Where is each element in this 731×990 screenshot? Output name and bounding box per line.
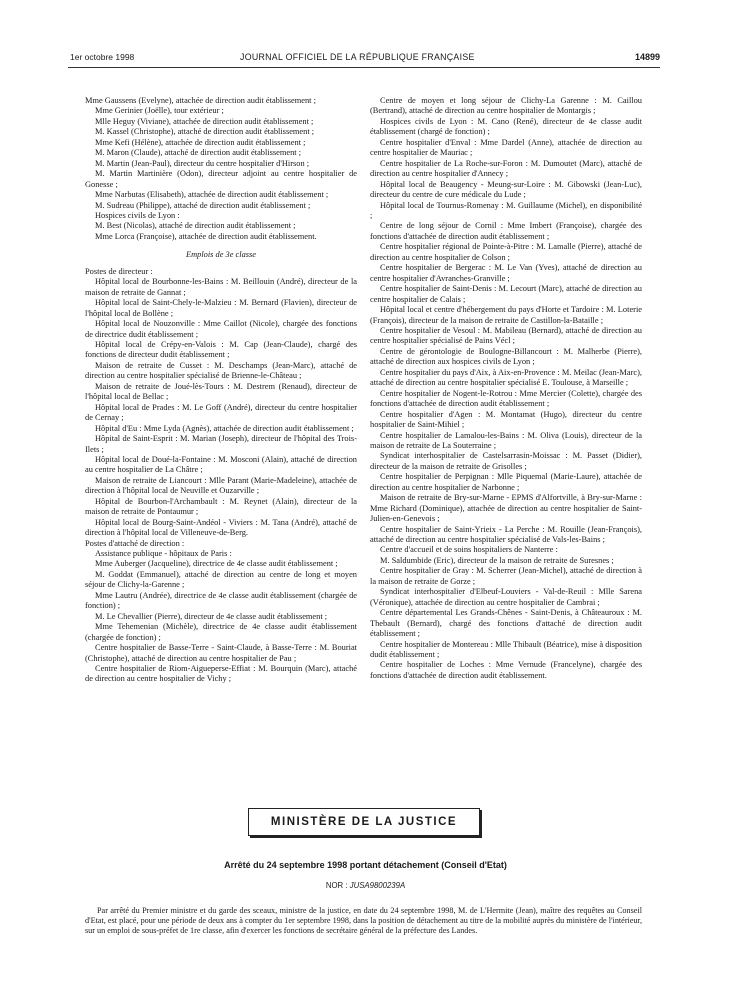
ministry-box [248,808,480,836]
header-rule [68,67,660,68]
appointment-entry: M. Best (Nicolas), attaché de direction audit établissement ; [95,221,296,231]
section-heading: Emplois de 3e classe [185,250,256,260]
appointment-entry: Hôpital local de Doué-la-Fontaine : M. Mosconi (Alain), attaché de direction au centre hospitalier de La Châtre ; [85,454,357,475]
appointment-entry: M. Maron (Claude), attaché de direction audit établissement ; [95,148,302,158]
header-title: JOURNAL OFFICIEL DE LA RÉPUBLIQUE FRANÇAISE [240,52,475,62]
appointment-entry: Mme Auberger (Jacqueline), directrice de 4e classe audit établissement ; [95,559,338,569]
page-header [70,52,660,68]
appointment-entry: M. Goddat (Emmanuel), attaché de direction au centre de long et moyen séjour de Clichy-la-Garenne ; [85,569,357,590]
appointment-entry: Centre hospitalier de Loches : Mme Vernude (Francelyne), chargée des fonctions d'attachée de direction audit établissement. [370,660,642,680]
right-column [370,96,642,681]
appointment-entry: Centre hospitalier de Riom-Aigueperse-Effiat : M. Bourquin (Marc), attaché de direction au centre hospitalier de Vichy ; [85,664,357,684]
header-date: 1er octobre 1998 [70,52,135,62]
appointment-entry: Maison de retraite de Joué-lès-Tours : M. Destrem (Renaud), directeur de l'hôpital local de Bellac ; [85,381,357,402]
appointment-entry: Hôpital de Saint-Esprit : M. Marian (Joseph), directeur de l'hôpital des Trois-Ilets ; [85,434,357,454]
appointment-entry: Centre hospitalier de Montereau : Mlle Thibault (Béatrice), mise à disposition dudit établissement ; [370,639,642,660]
appointment-entry: Centre hospitalier de Perpignan : Mlle Piquemal (Marie-Laure), attachée de direction au centre hospitalier de Narbonne ; [370,472,642,492]
appointment-entry: Centre hospitalier d'Agen : M. Montamat (Hugo), directeur du centre hospitalier de Saint-Mihiel ; [370,409,642,430]
section-subheading: Postes de directeur : [85,266,153,276]
appointment-entry: Mme Narbutas (Elisabeth), attachée de direction audit établissement ; [95,190,329,200]
appointment-entry: Hôpital local de Bourbonne-les-Bains : M. Beillouin (André), directeur de la maison de retraite de Gannat ; [85,277,357,297]
appointment-entry: Hospices civils de Lyon : M. Cano (René), directeur de 4e classe audit établissement (chargé de fonction) ; [370,116,642,137]
appointment-entry: M. Saldumbide (Eric), directeur de la maison de retraite de Suresnes ; [380,555,614,565]
appointment-entry: M. Kassel (Christophe), attaché de direction audit établissement ; [95,127,315,137]
left-column [85,96,357,685]
appointment-entry: Centre hospitalier d'Enval : Mme Dardel (Anne), attachée de direction au centre hospitalier de Mauriac ; [370,137,642,158]
appointment-entry: Centre départemental Les Grands-Chênes - Saint-Denis, à Châteauroux : M. Thebault (Bernard), chargé des fonctions d'attaché de direction audit établissement ; [370,608,642,639]
appointment-entry: Centre de moyen et long séjour de Clichy-La Garenne : M. Caillou (Bertrand), attaché de direction au centre hospitalier de Montargis ; [370,96,642,116]
appointment-entry: Centre hospitalier de Gray : M. Scherrer (Jean-Michel), attaché de direction à la maison de retraite de Gorze ; [370,566,642,586]
appointment-entry: Centre hospitalier de La Roche-sur-Foron : M. Dumoutet (Marc), attaché de direction au centre hospitalier d'Annecy ; [370,158,642,179]
arrete-title: Arrêté du 24 septembre 1998 portant détachement (Conseil d'Etat) [224,860,507,870]
appointment-entry: Maison de retraite de Liancourt : Mlle Parant (Marie-Madeleine), attachée de direction à l'hôpital local de Neuville et Ouzarville ; [85,475,357,496]
appointment-entry: Mme Kefi (Hélène), attachée de direction audit établissement ; [95,137,306,147]
appointment-entry: Hôpital de Bourbon-l'Archambault : M. Reynet (Alain), directeur de la maison de retraite de Pontaumur ; [85,496,357,517]
appointment-entry: Assistance publique - hôpitaux de Paris : [95,549,232,559]
appointment-entry: Hôpital local de Nouzonville : Mme Caillot (Nicole), chargée des fonctions de directrice dudit établissement ; [85,319,357,339]
nor-label: NOR : [325,881,348,890]
appointment-entry: M. Sudreau (Philippe), attaché de direction audit établissement ; [95,200,311,210]
appointment-entry: Syndicat interhospitalier d'Elbeuf-Louviers - Val-de-Reuil : Mlle Sarena (Véronique), attachée de direction au centre hospitalier de Cambrai ; [370,587,642,607]
appointment-entry: Centre hospitalier de Saint-Denis : M. Lecourt (Marc), attaché de direction au centre hospitalier de Calais ; [370,284,642,304]
appointment-entry: Mme Tehemenian (Michèle), directrice de 4e classe audit établissement (chargée de fonction) ; [85,622,357,642]
appointment-entry: Syndicat interhospitalier de Castelsarrasin-Moissac : M. Passet (Didier), directeur de la maison de retraite de Grisolles ; [370,451,642,471]
appointment-entry: Hôpital local de Prades : M. Le Goff (André), directeur du centre hospitalier de Cernay ; [85,402,357,423]
ministry-title: MINISTÈRE DE LA JUSTICE [270,816,458,828]
section-subheading: Postes d'attaché de direction : [85,538,185,548]
arrete-body: Par arrêté du Premier ministre et du garde des sceaux, ministre de la justice, en date du 24 septembre 1998, M. de L'Hermite (Jean), maître des requêtes au Conseil d'Etat, est placé, pour une période de deux ans à compter du 1er septembre 1998, dans la position de détachement au titre de la mobilité auprès du ministère de l'intérieur, sur un emploi de sous-préfet de 1re classe, afin d'exercer les fonctions de secrétaire général de la préfecture des Landes. [85,906,642,935]
appointment-entry: Hôpital local de Tournus-Romenay : M. Guillaume (Michel), en disponibilité ; [370,200,642,220]
appointment-entry: Centre de gérontologie de Boulogne-Billancourt : M. Malherbe (Pierre), attaché de direction aux hospices civils de Lyon ; [370,346,642,367]
appointment-entry: Mme Gaussens (Evelyne), attachée de direction audit établissement ; [85,96,316,105]
appointment-entry: Hôpital local de Crépy-en-Valois : M. Cap (Jean-Claude), chargé des fonctions de directeur dudit établissement ; [85,339,357,360]
nor-code: JUSA9800239A [349,881,406,890]
appointment-entry: Hôpital local de Saint-Chely-le-Malzieu : M. Bernard (Flavien), directeur de l'hôpital local de Bollène ; [85,298,357,318]
appointment-entry: Hôpital local de Bourg-Saint-Andéol - Viviers : M. Tana (André), attaché de direction à l'hôpital local de Villeneuve-de-Berg. [85,517,357,538]
appointment-entry: Centre de long séjour de Cornil : Mme Imbert (Françoise), chargée des fonctions d'attachée de direction audit établissement ; [370,221,642,241]
appointment-entry: M. Le Chevallier (Pierre), directeur de 4e classe audit établissement ; [95,611,328,621]
appointment-entry: Mme Gerinier (Joëlle), tour extérieur ; [95,106,224,116]
appointment-entry: Centre hospitalier de Saint-Yrieix - La Perche : M. Rouille (Jean-François), attaché de direction au centre hospitalier spécialisé de Vals-les-Bains ; [370,524,642,545]
appointment-entry: Centre hospitalier régional de Pointe-à-Pitre : M. Lamalle (Pierre), attaché de direction au centre hospitalier de Colson ; [370,242,642,262]
appointment-entry: Maison de retraite de Bry-sur-Marne - EPMS d'Alfortville, à Bry-sur-Marne : Mme Richard (Dominique), attachée de direction au centre hospitalier de Saint-Julien-en-Genevois ; [370,493,642,524]
appointment-entry: Maison de retraite de Cusset : M. Deschamps (Jean-Marc), attaché de direction au centre hospitalier spécialisé de Brienne-le-Château ; [85,360,357,381]
appointment-entry: Centre hospitalier du pays d'Aix, à Aix-en-Provence : M. Meilac (Jean-Marc), attaché de direction au centre hospitalier spécialisé E. Toulouse, à Marseille ; [370,367,642,388]
appointment-entry: Mme Lautru (Andrée), directrice de 4e classe audit établissement (chargée de fonction) ; [85,590,357,611]
appointment-entry: Mme Lorca (Françoise), attachée de direction audit établissement. [95,231,317,241]
appointment-entry: Hôpital local et centre d'hébergement du pays d'Horte et Tardoire : M. Loterie (François), directeur de la maison de retraite de Castillon-la-Bataille ; [370,305,642,325]
appointment-entry: M. Martin (Jean-Paul), directeur du centre hospitalier d'Hirson ; [95,158,310,168]
appointment-entry: Centre hospitalier de Basse-Terre - Saint-Claude, à Basse-Terre : M. Bouriat (Christophe), attaché de direction au centre hospitalier de Pau ; [85,643,357,663]
appointment-entry: Centre hospitalier de Nogent-le-Rotrou : Mme Mercier (Colette), chargée des fonctions d'attachée de direction audit établissement ; [370,388,642,409]
appointment-entry: Centre hospitalier de Vesoul : M. Mabileau (Bernard), attaché de direction au centre hospitalier spécialisé de Pains Vécl ; [370,325,642,346]
appointment-entry: Hospices civils de Lyon : [95,210,180,220]
appointment-entry: Centre hospitalier de Lamalou-les-Bains : M. Oliva (Louis), directeur de la maison de retraite de La Souterraine ; [370,430,642,450]
nor-line [0,881,731,890]
appointment-entry: Centre hospitalier de Bergerac : M. Le Van (Yves), attaché de direction au centre hospitalier d'Avranches-Granville ; [370,263,642,283]
appointment-entry: Hôpital local de Beaugency - Meung-sur-Loire : M. Gibowski (Jean-Luc), directeur du centre de cure médicale du Lude ; [370,179,642,200]
appointment-entry: Centre d'accueil et de soins hospitaliers de Nanterre : [380,545,558,555]
appointment-entry: Hôpital d'Eu : Mme Lyda (Agnès), attachée de direction audit établissement ; [95,423,354,433]
appointment-entry: M. Martin Martinière (Odon), directeur adjoint au centre hospitalier de Gonesse ; [85,169,357,189]
appointment-entry: Mlle Heguy (Viviane), attachée de direction audit établissement ; [95,116,314,126]
page-number: 14899 [634,52,660,62]
